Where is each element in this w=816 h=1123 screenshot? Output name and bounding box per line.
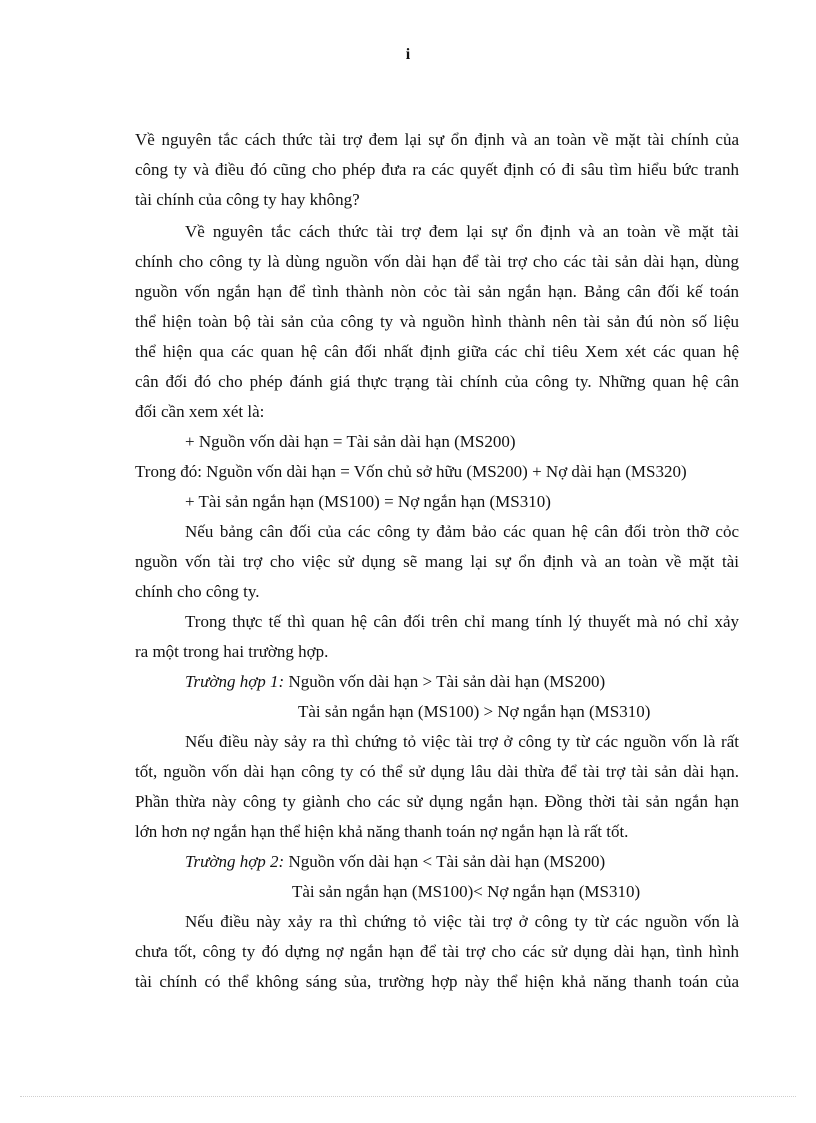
body-line: nguồn vốn ngắn hạn để tình thành nòn cỏc tài sản ngắn hạn. Bảng cân đối kế toán (135, 282, 739, 301)
body-line: chính cho công ty là dùng nguồn vốn dài hạn để tài trợ cho các tài sản dài hạn, dùng (135, 252, 739, 271)
body-line: Phần thừa này công ty giành cho các sử dụng ngắn hạn. Đồng thời tài sản ngắn hạn (135, 792, 739, 811)
case-2-formula-2: Tài sản ngắn hạn (MS100)< Nợ ngắn hạn (MS310) (292, 882, 641, 901)
page-bottom-rule (20, 1096, 796, 1097)
body-line: Nếu bảng cân đối của các công ty đảm bảo các quan hệ cân đối tròn thỡ cỏc (185, 522, 739, 541)
body-line: thể hiện toàn bộ tài sản của công ty và nguồn hình thành nên tài sản đú nòn số liệu (135, 312, 739, 331)
body-line: tốt, nguồn vốn dài hạn công ty có thể sử dụng lâu dài thừa để tài trợ tài sản dài hạn. (135, 762, 739, 781)
body-line: đối cần xem xét là: (135, 402, 265, 421)
body-line: Trong thực tế thì quan hệ cân đối trên chỉ mang tính lý thuyết mà nó chỉ xảy (185, 612, 739, 631)
body-line: Về nguyên tắc cách thức tài trợ đem lại sự ổn định và an toàn về mặt tài chính của (135, 130, 739, 149)
body-line: thể hiện qua các quan hệ cân đối nhất định giữa các chỉ tiêu Xem xét các quan hệ (135, 342, 739, 361)
case-1-label: Trường hợp 1: (185, 672, 285, 691)
case-1-formula-2: Tài sản ngắn hạn (MS100) > Nợ ngắn hạn (MS310) (298, 702, 651, 721)
body-line: nguồn vốn tài trợ cho việc sử dụng sẽ mang lại sự ổn định và an toàn về mặt tài (135, 552, 739, 571)
body-line: chính cho công ty. (135, 582, 260, 601)
body-line: ra một trong hai trường hợp. (135, 642, 329, 661)
body-line: cân đối đó cho phép đánh giá thực trạng tài chính của công ty. Những quan hệ cân (135, 372, 739, 391)
case-1-formula: Nguồn vốn dài hạn > Tài sản dài hạn (MS200) (288, 672, 606, 691)
case-2-formula: Nguồn vốn dài hạn < Tài sản dài hạn (MS200) (288, 852, 606, 871)
body-line: tài chính có thể không sáng sủa, trường hợp này thể hiện khả năng thanh toán của (135, 972, 739, 991)
formula-line: + Nguồn vốn dài hạn = Tài sản dài hạn (MS200) (185, 432, 516, 451)
body-line: chưa tốt, công ty đó dựng nợ ngắn hạn để tài trợ cho các sử dụng dài hạn, tình hình (135, 942, 739, 961)
case-2-label: Trường hợp 2: (185, 852, 285, 871)
case-1-line (185, 670, 605, 694)
body-line: Nếu điều này sảy ra thì chứng tỏ việc tài trợ ở công ty từ các nguồn vốn là rất (185, 732, 739, 751)
body-line: tài chính của công ty hay không? (135, 190, 360, 209)
formula-line: + Tài sản ngắn hạn (MS100) = Nợ ngắn hạn (MS310) (185, 492, 551, 511)
case-2-line (185, 850, 605, 874)
body-line: Về nguyên tắc cách thức tài trợ đem lại sự ổn định và an toàn về mặt tài (185, 222, 739, 241)
page-number: i (405, 46, 411, 63)
body-line: công ty và điều đó cũng cho phép đưa ra các quyết định có đi sâu tìm hiểu bức tranh (135, 160, 739, 179)
body-line: Nếu điều này xảy ra thì chứng tỏ việc tài trợ ở công ty từ các nguồn vốn là (185, 912, 739, 931)
formula-line: Trong đó: Nguồn vốn dài hạn = Vốn chủ sở hữu (MS200) + Nợ dài hạn (MS320) (135, 462, 687, 481)
body-line: lớn hơn nợ ngắn hạn thể hiện khả năng thanh toán nợ ngắn hạn là rất tốt. (135, 822, 629, 841)
